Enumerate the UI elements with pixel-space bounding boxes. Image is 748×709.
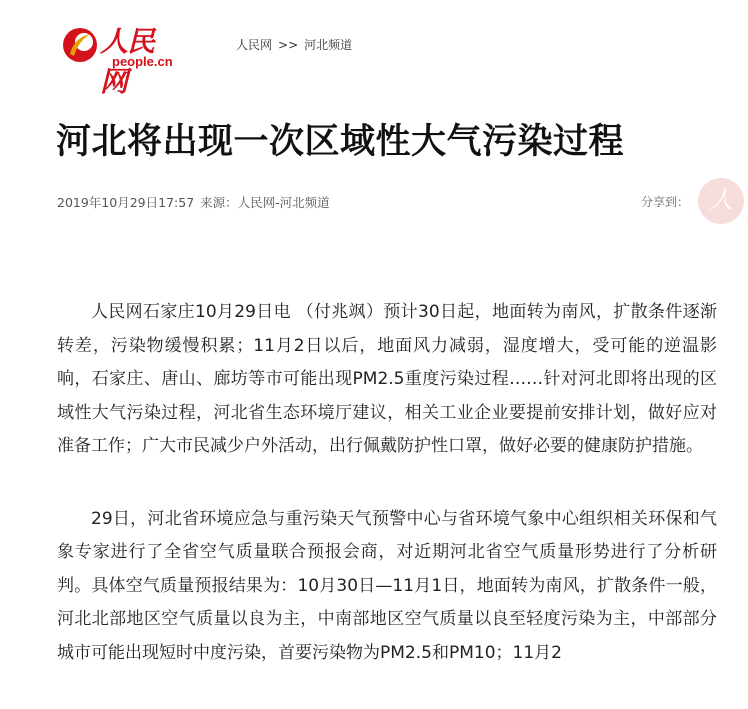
breadcrumb-link-hebei[interactable]: 河北频道 xyxy=(304,38,353,52)
article-paragraph: 29日，河北省环境应急与重污染天气预警中心与省环境气象中心组织相关环保和气象专家进行了全省空气质量联合预报会商，对近期河北省空气质量形势进行了分析研判。具体空气质量预报结果为：10月30日—11月1日，地面转为南风，扩散条件一般，河北北部地区空气质量以良为主，中南部地区空气质量以良至轻度污染为主，中部部分城市可能出现短时中度污染，首要污染物为PM2.5和PM10；11月2 xyxy=(57,508,717,663)
article-source: 来源：人民网-河北频道 xyxy=(200,195,330,210)
breadcrumb xyxy=(236,36,352,53)
people-logo-icon xyxy=(60,24,100,64)
people-glyph-icon: 人 xyxy=(709,186,733,214)
publish-datetime: 2019年10月29日17:57 xyxy=(57,195,195,210)
site-header xyxy=(0,0,748,98)
share-people-icon[interactable] xyxy=(698,178,744,224)
share-label: 分享到： xyxy=(641,195,690,209)
logo-text-cn: 人民网 xyxy=(100,25,155,98)
people-cn-logo[interactable] xyxy=(60,22,180,98)
article-meta xyxy=(57,193,330,211)
breadcrumb-separator: >> xyxy=(278,38,299,52)
breadcrumb-link-people[interactable]: 人民网 xyxy=(236,38,273,52)
article-title: 河北将出现一次区域性大气污染过程 xyxy=(56,122,625,162)
article-body xyxy=(57,296,717,709)
logo-text-en: people.cn xyxy=(112,54,173,69)
article-paragraph: 人民网石家庄10月29日电 （付兆飒）预计30日起，地面转为南风，扩散条件逐渐转差，污染物缓慢积累；11月2日以后，地面风力减弱，湿度增大，受可能的逆温影响，石家庄、唐山、廊坊等市可能出现PM2.5重度污染过程……针对河北即将出现的区域性大气污染过程，河北省生态环境厅建议，相关工业企业要提前安排计划，做好应对准备工作；广大市民减少户外活动，出行佩戴防护性口罩，做好必要的健康防护措施。 xyxy=(57,302,717,456)
